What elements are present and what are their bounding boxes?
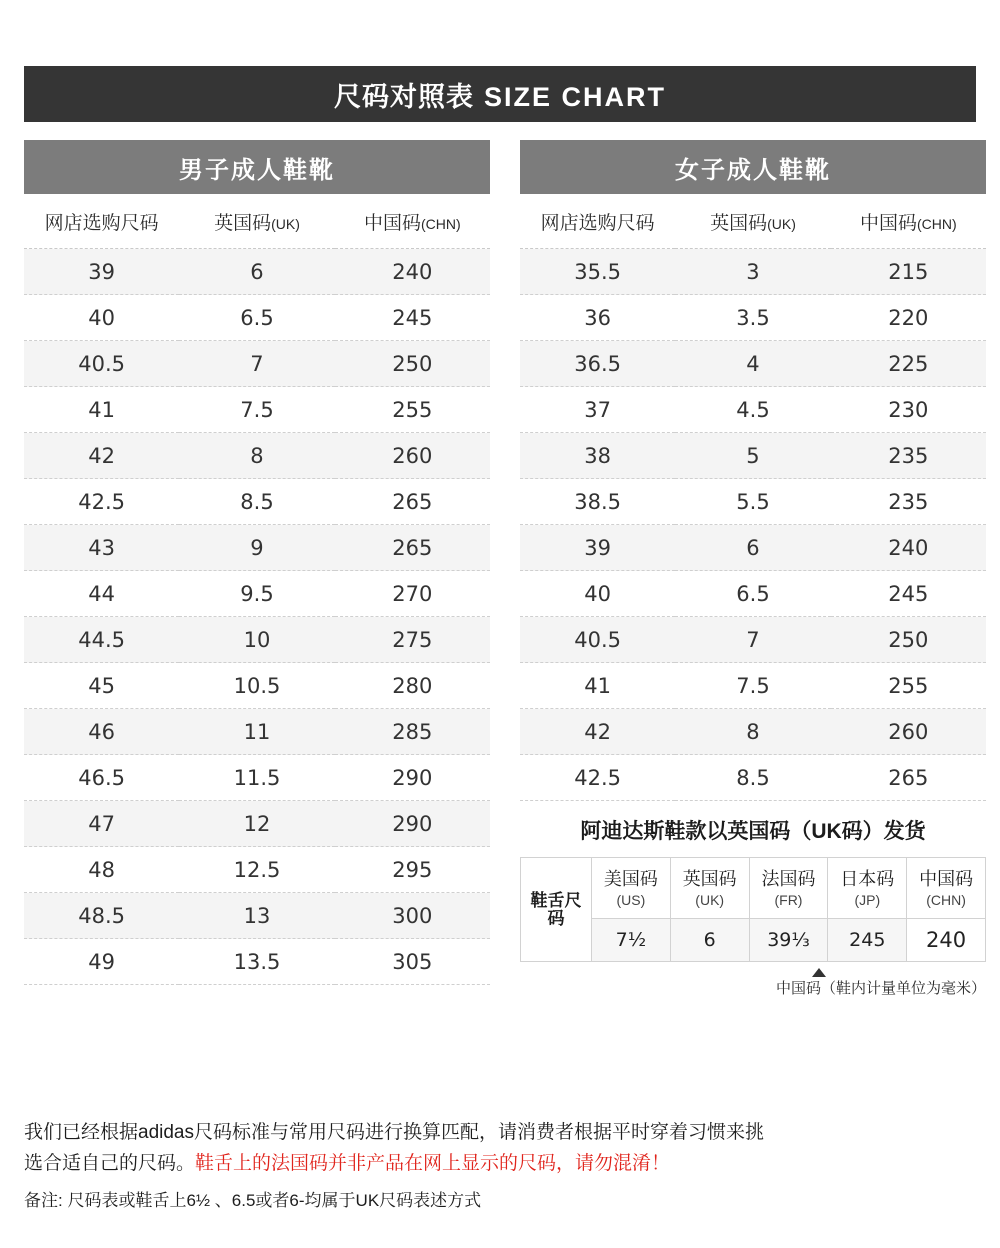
table-row <box>520 525 986 571</box>
footer-line-2-text: 选合适自己的尺码。 <box>24 1152 196 1174</box>
table-cell: 42 <box>24 433 179 479</box>
table-cell: 305 <box>335 939 490 985</box>
table-cell: 39 <box>520 525 675 571</box>
table-cell: 290 <box>335 801 490 847</box>
table-cell: 230 <box>831 387 986 433</box>
table-cell: 250 <box>335 341 490 387</box>
table-cell: 8 <box>179 433 334 479</box>
table-cell: 7 <box>179 341 334 387</box>
table-row <box>520 387 986 433</box>
tongue-label-cell: 鞋舌尺码 <box>521 858 592 962</box>
table-cell: 265 <box>335 479 490 525</box>
table-cell: 48 <box>24 847 179 893</box>
table-cell: 42.5 <box>520 755 675 801</box>
table-cell: 11.5 <box>179 755 334 801</box>
table-header-row <box>520 194 986 249</box>
table-cell: 300 <box>335 893 490 939</box>
table-row <box>520 617 986 663</box>
tongue-arrow-annotation <box>520 968 986 977</box>
table-row <box>520 755 986 801</box>
tongue-col-us: 美国码 (US) <box>592 858 671 919</box>
table-cell: 265 <box>831 755 986 801</box>
table-cell: 41 <box>520 663 675 709</box>
table-cell: 40 <box>520 571 675 617</box>
table-row <box>24 893 490 939</box>
table-cell: 265 <box>335 525 490 571</box>
table-cell: 3.5 <box>675 295 830 341</box>
table-cell: 235 <box>831 433 986 479</box>
table-cell: 5 <box>675 433 830 479</box>
table-cell: 9 <box>179 525 334 571</box>
table-cell: 35.5 <box>520 249 675 295</box>
table-cell: 44.5 <box>24 617 179 663</box>
table-row <box>24 571 490 617</box>
table-row <box>24 295 490 341</box>
column-header-store-size: 网店选购尺码 <box>24 194 179 249</box>
table-row <box>520 479 986 525</box>
table-cell: 44 <box>24 571 179 617</box>
column-header-chn: 中国码(CHN) <box>831 194 986 249</box>
mens-table-heading: 男子成人鞋靴 <box>24 140 490 194</box>
footer-remark: 备注: 尺码表或鞋舌上6½ 、6.5或者6-均属于UK尺码表述方式 <box>24 1190 482 1210</box>
table-row <box>24 249 490 295</box>
table-cell: 47 <box>24 801 179 847</box>
table-cell: 12 <box>179 801 334 847</box>
table-cell: 240 <box>831 525 986 571</box>
column-header-uk: 英国码(UK) <box>179 194 334 249</box>
footer-notes <box>24 1118 976 1213</box>
table-cell: 46.5 <box>24 755 179 801</box>
table-cell: 43 <box>24 525 179 571</box>
table-cell: 250 <box>831 617 986 663</box>
table-cell: 6.5 <box>675 571 830 617</box>
table-cell: 7.5 <box>675 663 830 709</box>
tongue-value-fr: 39⅓ <box>749 919 828 962</box>
footer-line-2 <box>24 1149 976 1180</box>
tongue-col-chn: 中国码 (CHN) <box>907 858 986 919</box>
table-cell: 255 <box>831 663 986 709</box>
table-cell: 6 <box>675 525 830 571</box>
table-row <box>520 341 986 387</box>
table-cell: 225 <box>831 341 986 387</box>
table-cell: 255 <box>335 387 490 433</box>
table-cell: 11 <box>179 709 334 755</box>
womens-table-heading: 女子成人鞋靴 <box>520 140 986 194</box>
page-title-en: SIZE CHART <box>484 81 666 112</box>
table-row <box>520 571 986 617</box>
page-title-cn: 尺码对照表 <box>334 81 474 112</box>
size-chart-page <box>0 66 1000 1248</box>
size-chart-banner <box>24 66 976 122</box>
table-row <box>520 249 986 295</box>
table-cell: 290 <box>335 755 490 801</box>
table-row <box>24 801 490 847</box>
tongue-value-chn: 240 <box>907 919 986 962</box>
table-cell: 48.5 <box>24 893 179 939</box>
table-cell: 7 <box>675 617 830 663</box>
table-cell: 280 <box>335 663 490 709</box>
tongue-header-row <box>521 858 986 919</box>
table-cell: 215 <box>831 249 986 295</box>
table-cell: 13.5 <box>179 939 334 985</box>
tongue-arrow-caption: 中国码（鞋内计量单位为毫米） <box>775 980 986 998</box>
table-cell: 45 <box>24 663 179 709</box>
table-header-row <box>24 194 490 249</box>
column-header-store-size: 网店选购尺码 <box>520 194 675 249</box>
table-cell: 270 <box>335 571 490 617</box>
table-cell: 5.5 <box>675 479 830 525</box>
table-cell: 235 <box>831 479 986 525</box>
table-cell: 7.5 <box>179 387 334 433</box>
table-row <box>520 663 986 709</box>
table-cell: 12.5 <box>179 847 334 893</box>
footer-line-1: 我们已经根据adidas尺码标准与常用尺码进行换算匹配，请消费者根据平时穿着习惯来挑 <box>24 1122 764 1143</box>
womens-size-column <box>520 140 986 998</box>
tongue-col-fr: 法国码 (FR) <box>749 858 828 919</box>
table-cell: 9.5 <box>179 571 334 617</box>
table-cell: 40.5 <box>520 617 675 663</box>
table-cell: 220 <box>831 295 986 341</box>
tongue-value-jp: 245 <box>828 919 907 962</box>
tongue-value-uk: 6 <box>670 919 749 962</box>
mens-size-table <box>24 194 490 985</box>
table-cell: 4 <box>675 341 830 387</box>
table-cell: 13 <box>179 893 334 939</box>
womens-table-body <box>520 249 986 801</box>
table-cell: 6.5 <box>179 295 334 341</box>
table-cell: 37 <box>520 387 675 433</box>
table-cell: 245 <box>335 295 490 341</box>
table-cell: 240 <box>335 249 490 295</box>
table-cell: 295 <box>335 847 490 893</box>
column-header-chn: 中国码(CHN) <box>335 194 490 249</box>
table-cell: 40.5 <box>24 341 179 387</box>
tongue-value-us: 7½ <box>592 919 671 962</box>
table-cell: 8.5 <box>179 479 334 525</box>
footer-warning-text: 鞋舌上的法国码并非产品在网上显示的尺码，请勿混淆！ <box>195 1152 671 1174</box>
size-tables-container <box>24 140 986 998</box>
table-cell: 36.5 <box>520 341 675 387</box>
table-cell: 49 <box>24 939 179 985</box>
table-cell: 38 <box>520 433 675 479</box>
table-cell: 260 <box>831 709 986 755</box>
table-cell: 10 <box>179 617 334 663</box>
page-title <box>334 75 666 114</box>
tongue-arrow-caption-wrap <box>520 977 986 998</box>
table-row <box>24 847 490 893</box>
table-cell: 42.5 <box>24 479 179 525</box>
table-cell: 40 <box>24 295 179 341</box>
table-row <box>24 341 490 387</box>
table-row <box>24 387 490 433</box>
table-row <box>24 479 490 525</box>
table-cell: 10.5 <box>179 663 334 709</box>
mens-size-column <box>24 140 490 998</box>
table-cell: 39 <box>24 249 179 295</box>
table-row <box>24 663 490 709</box>
table-row <box>24 525 490 571</box>
table-row <box>24 433 490 479</box>
table-cell: 46 <box>24 709 179 755</box>
table-row <box>520 433 986 479</box>
tongue-size-table <box>520 857 986 962</box>
table-row <box>24 755 490 801</box>
table-cell: 4.5 <box>675 387 830 433</box>
up-arrow-icon <box>812 968 826 977</box>
table-row <box>24 709 490 755</box>
table-row <box>24 939 490 985</box>
tongue-col-uk: 英国码 (UK) <box>670 858 749 919</box>
table-cell: 285 <box>335 709 490 755</box>
table-row <box>520 709 986 755</box>
table-cell: 3 <box>675 249 830 295</box>
table-cell: 36 <box>520 295 675 341</box>
table-row <box>24 617 490 663</box>
table-cell: 8 <box>675 709 830 755</box>
table-cell: 42 <box>520 709 675 755</box>
womens-size-table <box>520 194 986 801</box>
table-row <box>520 295 986 341</box>
table-cell: 245 <box>831 571 986 617</box>
tongue-col-jp: 日本码 (JP) <box>828 858 907 919</box>
table-cell: 6 <box>179 249 334 295</box>
mens-table-body <box>24 249 490 985</box>
table-cell: 8.5 <box>675 755 830 801</box>
table-cell: 275 <box>335 617 490 663</box>
uk-shipping-note: 阿迪达斯鞋款以英国码（UK码）发货 <box>580 820 926 843</box>
table-cell: 41 <box>24 387 179 433</box>
table-cell: 260 <box>335 433 490 479</box>
column-header-uk: 英国码(UK) <box>675 194 830 249</box>
table-cell: 38.5 <box>520 479 675 525</box>
